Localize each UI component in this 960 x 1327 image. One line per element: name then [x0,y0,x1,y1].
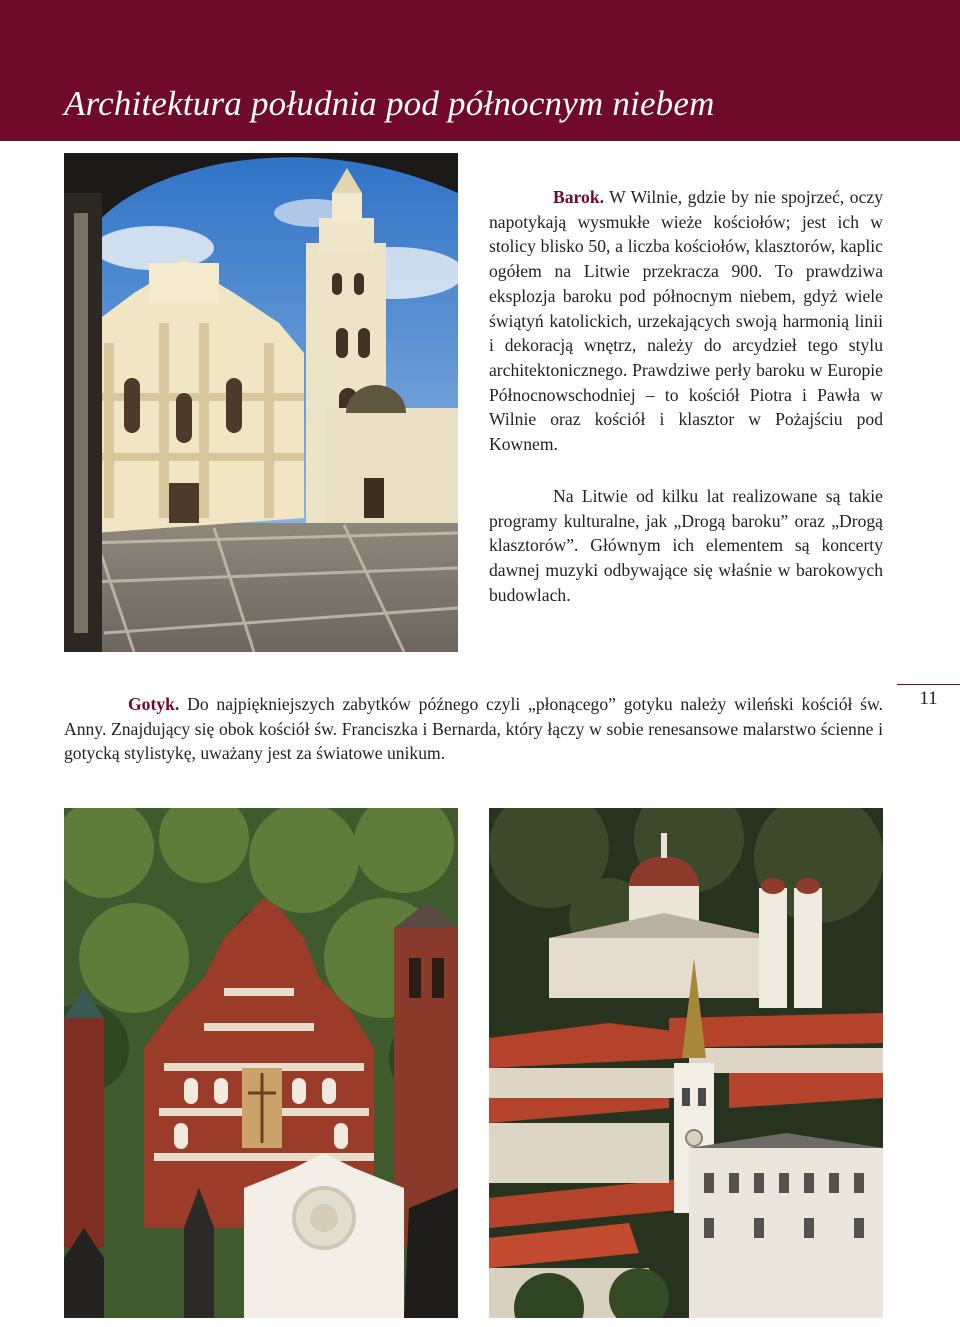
page-title: Architektura południa pod północnym niebem [64,84,715,123]
gotyk-text: Do najpiękniejszych zabytków późnego czyli „płonącego” gotyku należy wileński kościół św. Anny. Znajdujący się obok kościół św. Franciszka i Bernarda, który łączy w sobie renesansowe malarstwo ścienne i gotycką stylistykę, uważany jest za światowe unikum. [64,694,883,764]
baroque-church-photo [64,153,458,652]
vilnius-panorama-photo [489,808,883,1318]
page-number: 11 [897,684,960,711]
gothic-church-photo [64,808,458,1318]
programs-paragraph: Na Litwie od kilku lat realizowane są takie programy kulturalne, jak „Drogą baroku” oraz „Drogą klasztorów”. Głównym ich elementem są koncerty dawnej muzyki odbywające się właśnie w barokowych budowlach. [489,486,883,605]
gotyk-paragraph [64,692,883,766]
header-band [0,0,960,141]
barok-paragraph [489,185,883,457]
barok-heading: Barok. [553,187,605,207]
gotyk-heading: Gotyk. [128,694,180,714]
barok-text: W Wilnie, gdzie by nie spojrzeć, oczy napotykają wysmukłe wieże kościołów; jest ich w stolicy blisko 50, a liczba kościołów, klasztorów, kaplic ogółem na Litwie przekracza 900. To prawdziwa eksplozja baroku pod północnym niebem, gdyż wiele świątyń katolickich, urzekających swoją harmonią linii i dekoracją wnętrz, należy do arcydzieł tego stylu architektonicznego. Prawdziwe perły baroku w Europie Północnowschodniej – to kościół Piotra i Pawła w Wilnie oraz kościół i klasztor w Pożajściu pod Kownem. [489,187,883,455]
